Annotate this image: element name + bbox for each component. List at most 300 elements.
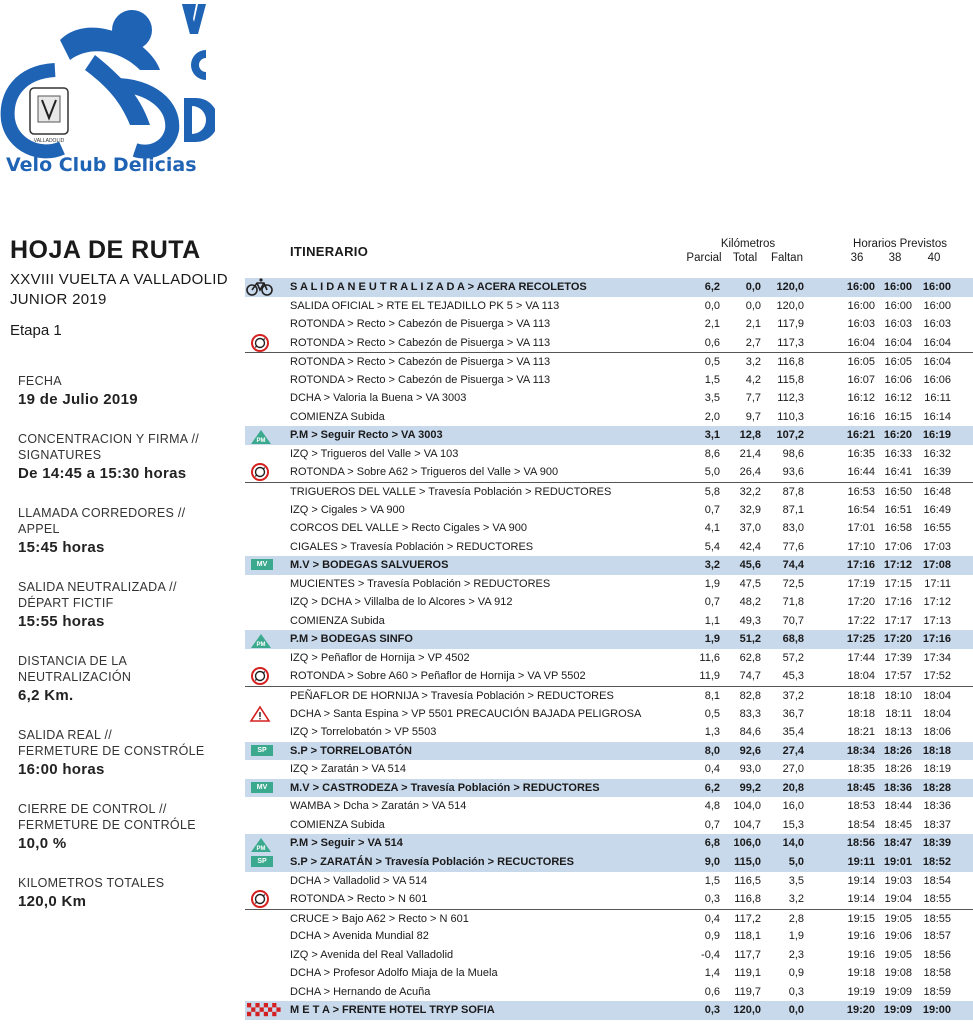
km-total: 3,2 bbox=[745, 356, 761, 369]
info-value: 16:00 horas bbox=[18, 761, 105, 778]
bicycle-icon bbox=[245, 278, 275, 296]
table-row bbox=[245, 297, 973, 316]
time-36: 17:20 bbox=[847, 596, 875, 609]
km-total: 9,7 bbox=[745, 410, 761, 423]
info-label: SIGNATURES bbox=[18, 448, 102, 462]
time-40: 18:55 bbox=[923, 893, 951, 906]
km-total: 117,2 bbox=[734, 912, 761, 925]
time-38: 16:00 bbox=[883, 281, 912, 293]
time-36: 17:10 bbox=[847, 540, 875, 553]
time-40: 18:04 bbox=[923, 707, 951, 720]
info-item bbox=[18, 875, 240, 913]
table-row bbox=[245, 538, 973, 557]
table-row bbox=[245, 334, 973, 353]
row-description: DCHA > Profesor Adolfo Miaja de la Muela bbox=[290, 967, 498, 980]
km-total: 21,4 bbox=[739, 447, 761, 460]
km-faltan: 5,0 bbox=[788, 855, 804, 868]
table-row bbox=[245, 315, 973, 334]
km-parcial: 4,8 bbox=[704, 800, 720, 813]
time-40: 17:11 bbox=[924, 577, 951, 590]
row-description: P.M > BODEGAS SINFO bbox=[290, 633, 413, 646]
time-38: 17:15 bbox=[884, 577, 912, 590]
km-total: 7,7 bbox=[745, 392, 761, 405]
km-faltan: 27,0 bbox=[782, 763, 804, 776]
time-36: 17:01 bbox=[847, 522, 875, 535]
km-faltan: 35,4 bbox=[782, 726, 804, 739]
sprint-icon: SP bbox=[251, 856, 273, 867]
time-36: 18:34 bbox=[846, 744, 875, 757]
km-faltan: 115,8 bbox=[777, 373, 804, 386]
time-38: 16:51 bbox=[884, 503, 912, 516]
time-40: 16:39 bbox=[923, 466, 951, 479]
info-label: FECHA bbox=[18, 374, 62, 388]
table-row bbox=[245, 723, 973, 742]
info-value: 15:45 horas bbox=[18, 539, 105, 556]
time-38: 17:16 bbox=[884, 596, 912, 609]
col-itinerario: ITINERARIO bbox=[290, 244, 369, 259]
col-total: Total bbox=[732, 252, 758, 264]
time-38: 19:05 bbox=[884, 912, 912, 925]
row-description: IZQ > Avenida del Real Valladolid bbox=[290, 948, 454, 961]
time-40: 16:14 bbox=[923, 410, 951, 423]
km-total: 104,7 bbox=[733, 818, 761, 831]
table-row bbox=[245, 779, 973, 798]
km-faltan: 2,3 bbox=[788, 948, 804, 961]
km-total: 26,4 bbox=[739, 466, 761, 479]
info-label: SALIDA NEUTRALIZADA // bbox=[18, 580, 177, 594]
km-parcial: 5,4 bbox=[704, 540, 720, 553]
km-total: 82,8 bbox=[739, 690, 761, 703]
table-row bbox=[245, 630, 973, 649]
km-faltan: 93,6 bbox=[782, 466, 804, 479]
km-faltan: 120,0 bbox=[776, 281, 804, 293]
table-row bbox=[245, 742, 973, 761]
info-label: SALIDA REAL // bbox=[18, 728, 113, 742]
time-40: 18:04 bbox=[923, 690, 951, 703]
time-36: 18:18 bbox=[847, 690, 875, 703]
page-title: HOJA DE RUTA bbox=[10, 236, 201, 264]
km-parcial: 0,6 bbox=[704, 985, 720, 998]
time-38: 17:39 bbox=[884, 651, 912, 664]
time-38: 18:45 bbox=[884, 818, 912, 831]
km-total: 115,0 bbox=[734, 855, 761, 868]
km-faltan: 74,4 bbox=[782, 559, 804, 572]
group-kilometros: Kilómetros bbox=[720, 238, 776, 250]
time-36: 16:16 bbox=[847, 410, 875, 423]
time-38: 16:06 bbox=[884, 373, 912, 386]
km-total: 47,5 bbox=[739, 577, 761, 590]
km-total: 2,1 bbox=[745, 318, 761, 331]
time-40: 17:34 bbox=[923, 651, 951, 664]
info-item bbox=[18, 431, 240, 485]
time-36: 19:19 bbox=[847, 985, 875, 998]
route-table bbox=[245, 238, 973, 1020]
row-description: MUCIENTES > Travesía Población > REDUCTORES bbox=[290, 577, 551, 590]
km-total: 119,7 bbox=[734, 985, 761, 998]
table-row bbox=[245, 872, 973, 891]
km-faltan: 107,2 bbox=[776, 429, 804, 442]
km-total: 83,3 bbox=[739, 707, 761, 720]
info-value: 120,0 Km bbox=[18, 893, 87, 910]
table-row bbox=[245, 445, 973, 464]
time-38: 16:00 bbox=[884, 299, 912, 312]
km-parcial: 3,2 bbox=[704, 559, 720, 572]
km-parcial: -0,4 bbox=[701, 948, 720, 961]
row-description: CORCOS DEL VALLE > Recto Cigales > VA 900 bbox=[290, 522, 528, 535]
time-40: 18:37 bbox=[923, 818, 951, 831]
km-parcial: 8,1 bbox=[704, 690, 720, 703]
km-faltan: 45,3 bbox=[782, 670, 804, 683]
time-36: 18:54 bbox=[847, 818, 875, 831]
km-parcial: 2,1 bbox=[704, 318, 720, 331]
table-row bbox=[245, 426, 973, 445]
table-row bbox=[245, 575, 973, 594]
km-total: 120,0 bbox=[733, 1004, 761, 1017]
km-parcial: 1,9 bbox=[704, 577, 720, 590]
time-38: 16:05 bbox=[884, 356, 912, 369]
info-label: KILOMETROS TOTALES bbox=[18, 876, 165, 890]
finish-flag-icon bbox=[247, 1003, 277, 1021]
info-value: 15:55 horas bbox=[18, 613, 105, 630]
time-40: 19:00 bbox=[922, 1004, 951, 1017]
time-40: 17:16 bbox=[922, 633, 951, 646]
km-total: 62,8 bbox=[739, 651, 761, 664]
time-36: 19:15 bbox=[847, 912, 875, 925]
time-36: 17:25 bbox=[846, 633, 875, 646]
time-36: 18:56 bbox=[846, 837, 875, 850]
km-parcial: 1,5 bbox=[704, 373, 720, 386]
time-40: 16:03 bbox=[923, 318, 951, 331]
time-38: 16:04 bbox=[884, 336, 912, 349]
km-total: 0,0 bbox=[745, 281, 761, 293]
info-label: FERMETURE DE CONSTRÓLE bbox=[18, 744, 205, 758]
km-faltan: 70,7 bbox=[782, 614, 804, 627]
time-36: 18:04 bbox=[847, 670, 875, 683]
row-description: P.M > Seguir Recto > VA 3003 bbox=[290, 429, 443, 442]
km-parcial: 5,8 bbox=[704, 486, 720, 499]
info-label: CONCENTRACION Y FIRMA // bbox=[18, 432, 200, 446]
info-value: 19 de Julio 2019 bbox=[18, 391, 138, 408]
row-description: COMIENZA Subida bbox=[290, 818, 385, 831]
km-faltan: 0,3 bbox=[788, 985, 804, 998]
km-total: 48,2 bbox=[739, 596, 761, 609]
row-description: M E T A > FRENTE HOTEL TRYP SOFIA bbox=[290, 1004, 495, 1017]
time-38: 19:03 bbox=[884, 874, 912, 887]
km-parcial: 0,9 bbox=[704, 930, 720, 943]
col-h38: 38 bbox=[888, 252, 902, 264]
row-description: IZQ > Torrelobatón > VP 5503 bbox=[290, 726, 437, 739]
km-parcial: 8,0 bbox=[704, 744, 720, 757]
table-row bbox=[245, 853, 973, 872]
table-row bbox=[245, 667, 973, 686]
table-row bbox=[245, 946, 973, 965]
table-row bbox=[245, 501, 973, 520]
km-total: 92,6 bbox=[739, 744, 761, 757]
mountain-pass-icon bbox=[247, 630, 277, 648]
time-40: 18:58 bbox=[923, 967, 951, 980]
info-label: APPEL bbox=[18, 522, 60, 536]
km-faltan: 117,3 bbox=[777, 336, 804, 349]
row-description: ROTONDA > Recto > Cabezón de Pisuerga > VA 113 bbox=[290, 318, 551, 331]
km-parcial: 0,4 bbox=[704, 912, 720, 925]
km-parcial: 0,3 bbox=[704, 1004, 720, 1017]
time-38: 17:20 bbox=[883, 633, 912, 646]
time-36: 19:11 bbox=[847, 855, 875, 868]
info-label: DÉPART FICTIF bbox=[18, 596, 114, 610]
km-parcial: 3,1 bbox=[704, 429, 720, 442]
km-total: 117,7 bbox=[734, 948, 761, 961]
row-description: DCHA > Hernando de Acuña bbox=[290, 985, 431, 998]
km-parcial: 11,6 bbox=[699, 651, 720, 664]
table-row bbox=[245, 890, 973, 909]
km-total: 51,2 bbox=[739, 633, 761, 646]
row-description: COMIENZA Subida bbox=[290, 614, 385, 627]
km-faltan: 77,6 bbox=[782, 540, 804, 553]
stage-label: Etapa 1 bbox=[10, 322, 62, 339]
km-parcial: 0,5 bbox=[704, 707, 720, 720]
row-description: S A L I D A N E U T R A L I Z A D A > ACERA RECOLETOS bbox=[290, 281, 587, 293]
km-parcial: 6,8 bbox=[704, 837, 720, 850]
table-row bbox=[245, 964, 973, 983]
svg-text:PM: PM bbox=[256, 438, 266, 445]
club-name: Velo Club Delicias bbox=[6, 154, 197, 176]
time-40: 16:55 bbox=[923, 522, 951, 535]
km-faltan: 0,9 bbox=[788, 967, 804, 980]
time-38: 18:26 bbox=[883, 744, 912, 757]
roundabout-icon bbox=[249, 334, 279, 352]
info-item bbox=[18, 373, 240, 411]
mountain-pass-icon bbox=[247, 426, 277, 444]
km-parcial: 11,9 bbox=[699, 670, 720, 683]
time-40: 18:55 bbox=[923, 912, 951, 925]
time-36: 16:03 bbox=[847, 318, 875, 331]
row-description: CIGALES > Travesía Población > REDUCTORES bbox=[290, 540, 534, 553]
time-36: 17:16 bbox=[846, 559, 875, 572]
time-38: 18:26 bbox=[884, 763, 912, 776]
info-item bbox=[18, 801, 240, 855]
warning-icon bbox=[249, 705, 279, 723]
km-total: 93,0 bbox=[739, 763, 761, 776]
row-description: PEÑAFLOR DE HORNIJA > Travesía Población > REDUCTORES bbox=[290, 690, 614, 703]
row-description: IZQ > Peñaflor de Hornija > VP 4502 bbox=[290, 651, 470, 664]
time-40: 18:36 bbox=[923, 800, 951, 813]
time-40: 18:39 bbox=[922, 837, 951, 850]
table-body bbox=[245, 278, 973, 1020]
time-36: 16:04 bbox=[847, 336, 875, 349]
time-40: 17:08 bbox=[922, 559, 951, 572]
table-row bbox=[245, 612, 973, 631]
time-40: 17:12 bbox=[923, 596, 951, 609]
time-40: 16:06 bbox=[923, 373, 951, 386]
time-38: 19:08 bbox=[884, 967, 912, 980]
table-row bbox=[245, 927, 973, 946]
col-h36: 36 bbox=[850, 252, 864, 264]
km-total: 0,0 bbox=[745, 299, 761, 312]
time-38: 16:50 bbox=[884, 486, 912, 499]
table-row bbox=[245, 909, 973, 928]
km-parcial: 1,5 bbox=[704, 874, 720, 887]
km-faltan: 0,0 bbox=[788, 1004, 804, 1017]
info-list bbox=[18, 373, 240, 913]
km-faltan: 68,8 bbox=[782, 633, 804, 646]
table-row bbox=[245, 556, 973, 575]
time-36: 16:07 bbox=[847, 373, 875, 386]
time-36: 18:21 bbox=[847, 726, 875, 739]
time-36: 16:54 bbox=[847, 503, 875, 516]
row-description: ROTONDA > Recto > N 601 bbox=[290, 893, 428, 906]
km-parcial: 1,1 bbox=[704, 614, 720, 627]
info-value: 6,2 Km. bbox=[18, 687, 74, 704]
time-36: 16:00 bbox=[846, 281, 875, 293]
km-parcial: 1,9 bbox=[704, 633, 720, 646]
km-faltan: 27,4 bbox=[782, 744, 804, 757]
time-40: 16:32 bbox=[923, 447, 951, 460]
info-item bbox=[18, 579, 240, 633]
km-parcial: 0,0 bbox=[704, 299, 720, 312]
col-h40: 40 bbox=[927, 252, 941, 264]
info-label: DISTANCIA DE LA bbox=[18, 654, 128, 668]
km-parcial: 1,4 bbox=[704, 967, 720, 980]
time-36: 16:35 bbox=[847, 447, 875, 460]
row-description: DCHA > Valladolid > VA 514 bbox=[290, 874, 428, 887]
row-description: IZQ > Cigales > VA 900 bbox=[290, 503, 405, 516]
km-total: 74,7 bbox=[739, 670, 761, 683]
km-faltan: 87,1 bbox=[782, 503, 804, 516]
km-parcial: 9,0 bbox=[704, 855, 720, 868]
km-total: 84,6 bbox=[739, 726, 761, 739]
time-40: 17:52 bbox=[923, 670, 951, 683]
km-total: 116,8 bbox=[734, 893, 761, 906]
time-38: 19:06 bbox=[884, 930, 912, 943]
time-36: 19:14 bbox=[847, 893, 875, 906]
time-40: 18:19 bbox=[923, 763, 951, 776]
race-subtitle: XXVIII VUELTA A VALLADOLID JUNIOR 2019 bbox=[10, 271, 228, 308]
time-38: 16:12 bbox=[884, 392, 912, 405]
info-label: CIERRE DE CONTROL // bbox=[18, 802, 167, 816]
km-faltan: 116,8 bbox=[777, 356, 804, 369]
table-row bbox=[245, 482, 973, 501]
row-description: ROTONDA > Sobre A60 > Peñaflor de Hornija > VA VP 5502 bbox=[290, 670, 586, 683]
km-total: 118,1 bbox=[734, 930, 761, 943]
row-description: CRUCE > Bajo A62 > Recto > N 601 bbox=[290, 912, 469, 925]
time-40: 18:18 bbox=[922, 744, 951, 757]
time-38: 18:10 bbox=[884, 690, 912, 703]
time-36: 18:53 bbox=[847, 800, 875, 813]
time-40: 16:49 bbox=[923, 503, 951, 516]
mountain-pass-icon bbox=[247, 834, 277, 852]
time-36: 17:44 bbox=[847, 651, 875, 664]
row-description: DCHA > Avenida Mundial 82 bbox=[290, 930, 429, 943]
km-faltan: 98,6 bbox=[782, 447, 804, 460]
table-row bbox=[245, 371, 973, 390]
table-row bbox=[245, 463, 973, 482]
row-description: M.V > BODEGAS SALVUEROS bbox=[290, 559, 449, 572]
km-total: 49,3 bbox=[739, 614, 761, 627]
time-36: 18:45 bbox=[846, 781, 875, 794]
km-faltan: 36,7 bbox=[782, 707, 804, 720]
km-parcial: 0,3 bbox=[704, 893, 720, 906]
row-description: COMIENZA Subida bbox=[290, 410, 385, 423]
time-38: 18:47 bbox=[883, 837, 912, 850]
info-label: FERMETURE DE CONTRÓLE bbox=[18, 818, 196, 832]
table-row bbox=[245, 816, 973, 835]
km-parcial: 0,5 bbox=[704, 356, 720, 369]
info-value: 10,0 % bbox=[18, 835, 67, 852]
km-faltan: 2,8 bbox=[788, 912, 804, 925]
time-40: 16:11 bbox=[924, 392, 951, 405]
time-36: 16:53 bbox=[847, 486, 875, 499]
km-total: 106,0 bbox=[733, 837, 761, 850]
time-38: 19:01 bbox=[883, 855, 912, 868]
time-38: 19:09 bbox=[883, 1004, 912, 1017]
row-description: DCHA > Valoria la Buena > VA 3003 bbox=[290, 392, 467, 405]
time-38: 18:11 bbox=[885, 707, 912, 720]
sprint-icon: SP bbox=[251, 745, 273, 756]
time-40: 18:54 bbox=[923, 874, 951, 887]
time-38: 18:13 bbox=[884, 726, 912, 739]
roundabout-icon bbox=[249, 667, 279, 685]
time-40: 16:19 bbox=[922, 429, 951, 442]
time-36: 18:18 bbox=[847, 707, 875, 720]
time-36: 16:44 bbox=[847, 466, 875, 479]
time-36: 19:18 bbox=[847, 967, 875, 980]
group-horarios: Horarios Previstos bbox=[853, 238, 947, 250]
km-parcial: 2,0 bbox=[704, 410, 720, 423]
time-40: 16:48 bbox=[923, 486, 951, 499]
time-38: 16:03 bbox=[884, 318, 912, 331]
km-faltan: 57,2 bbox=[782, 651, 804, 664]
table-row bbox=[245, 797, 973, 816]
row-description: SALIDA OFICIAL > RTE EL TEJADILLO PK 5 > VA 113 bbox=[290, 299, 560, 312]
km-faltan: 20,8 bbox=[782, 781, 804, 794]
km-total: 32,2 bbox=[739, 486, 761, 499]
km-faltan: 37,2 bbox=[782, 690, 804, 703]
time-38: 16:15 bbox=[884, 410, 912, 423]
row-description: ROTONDA > Sobre A62 > Trigueros del Valle > VA 900 bbox=[290, 466, 559, 479]
meta-volante-icon: MV bbox=[251, 559, 273, 570]
km-parcial: 5,0 bbox=[704, 466, 720, 479]
col-parcial: Parcial bbox=[686, 252, 722, 264]
col-faltan: Faltan bbox=[771, 252, 803, 264]
time-38: 17:06 bbox=[884, 540, 912, 553]
table-row bbox=[245, 352, 973, 371]
time-38: 19:09 bbox=[884, 985, 912, 998]
time-36: 19:16 bbox=[847, 948, 875, 961]
row-description: TRIGUEROS DEL VALLE > Travesía Población > REDUCTORES bbox=[290, 486, 612, 499]
km-parcial: 0,7 bbox=[704, 503, 720, 516]
time-40: 16:00 bbox=[923, 299, 951, 312]
table-row bbox=[245, 408, 973, 427]
km-faltan: 110,3 bbox=[777, 410, 804, 423]
roundabout-icon bbox=[249, 890, 279, 908]
km-parcial: 4,1 bbox=[704, 522, 720, 535]
time-38: 17:57 bbox=[884, 670, 912, 683]
time-40: 17:03 bbox=[923, 540, 951, 553]
row-description: WAMBA > Dcha > Zaratán > VA 514 bbox=[290, 800, 467, 813]
time-38: 18:44 bbox=[884, 800, 912, 813]
time-40: 18:28 bbox=[922, 781, 951, 794]
km-total: 12,8 bbox=[739, 429, 761, 442]
km-total: 32,9 bbox=[739, 503, 761, 516]
km-faltan: 1,9 bbox=[788, 930, 804, 943]
club-logo bbox=[0, 0, 215, 185]
time-36: 19:20 bbox=[846, 1004, 875, 1017]
km-total: 42,4 bbox=[739, 540, 761, 553]
time-40: 16:04 bbox=[923, 356, 951, 369]
km-parcial: 0,6 bbox=[704, 336, 720, 349]
time-36: 18:35 bbox=[847, 763, 875, 776]
info-label: NEUTRALIZACIÓN bbox=[18, 670, 132, 684]
